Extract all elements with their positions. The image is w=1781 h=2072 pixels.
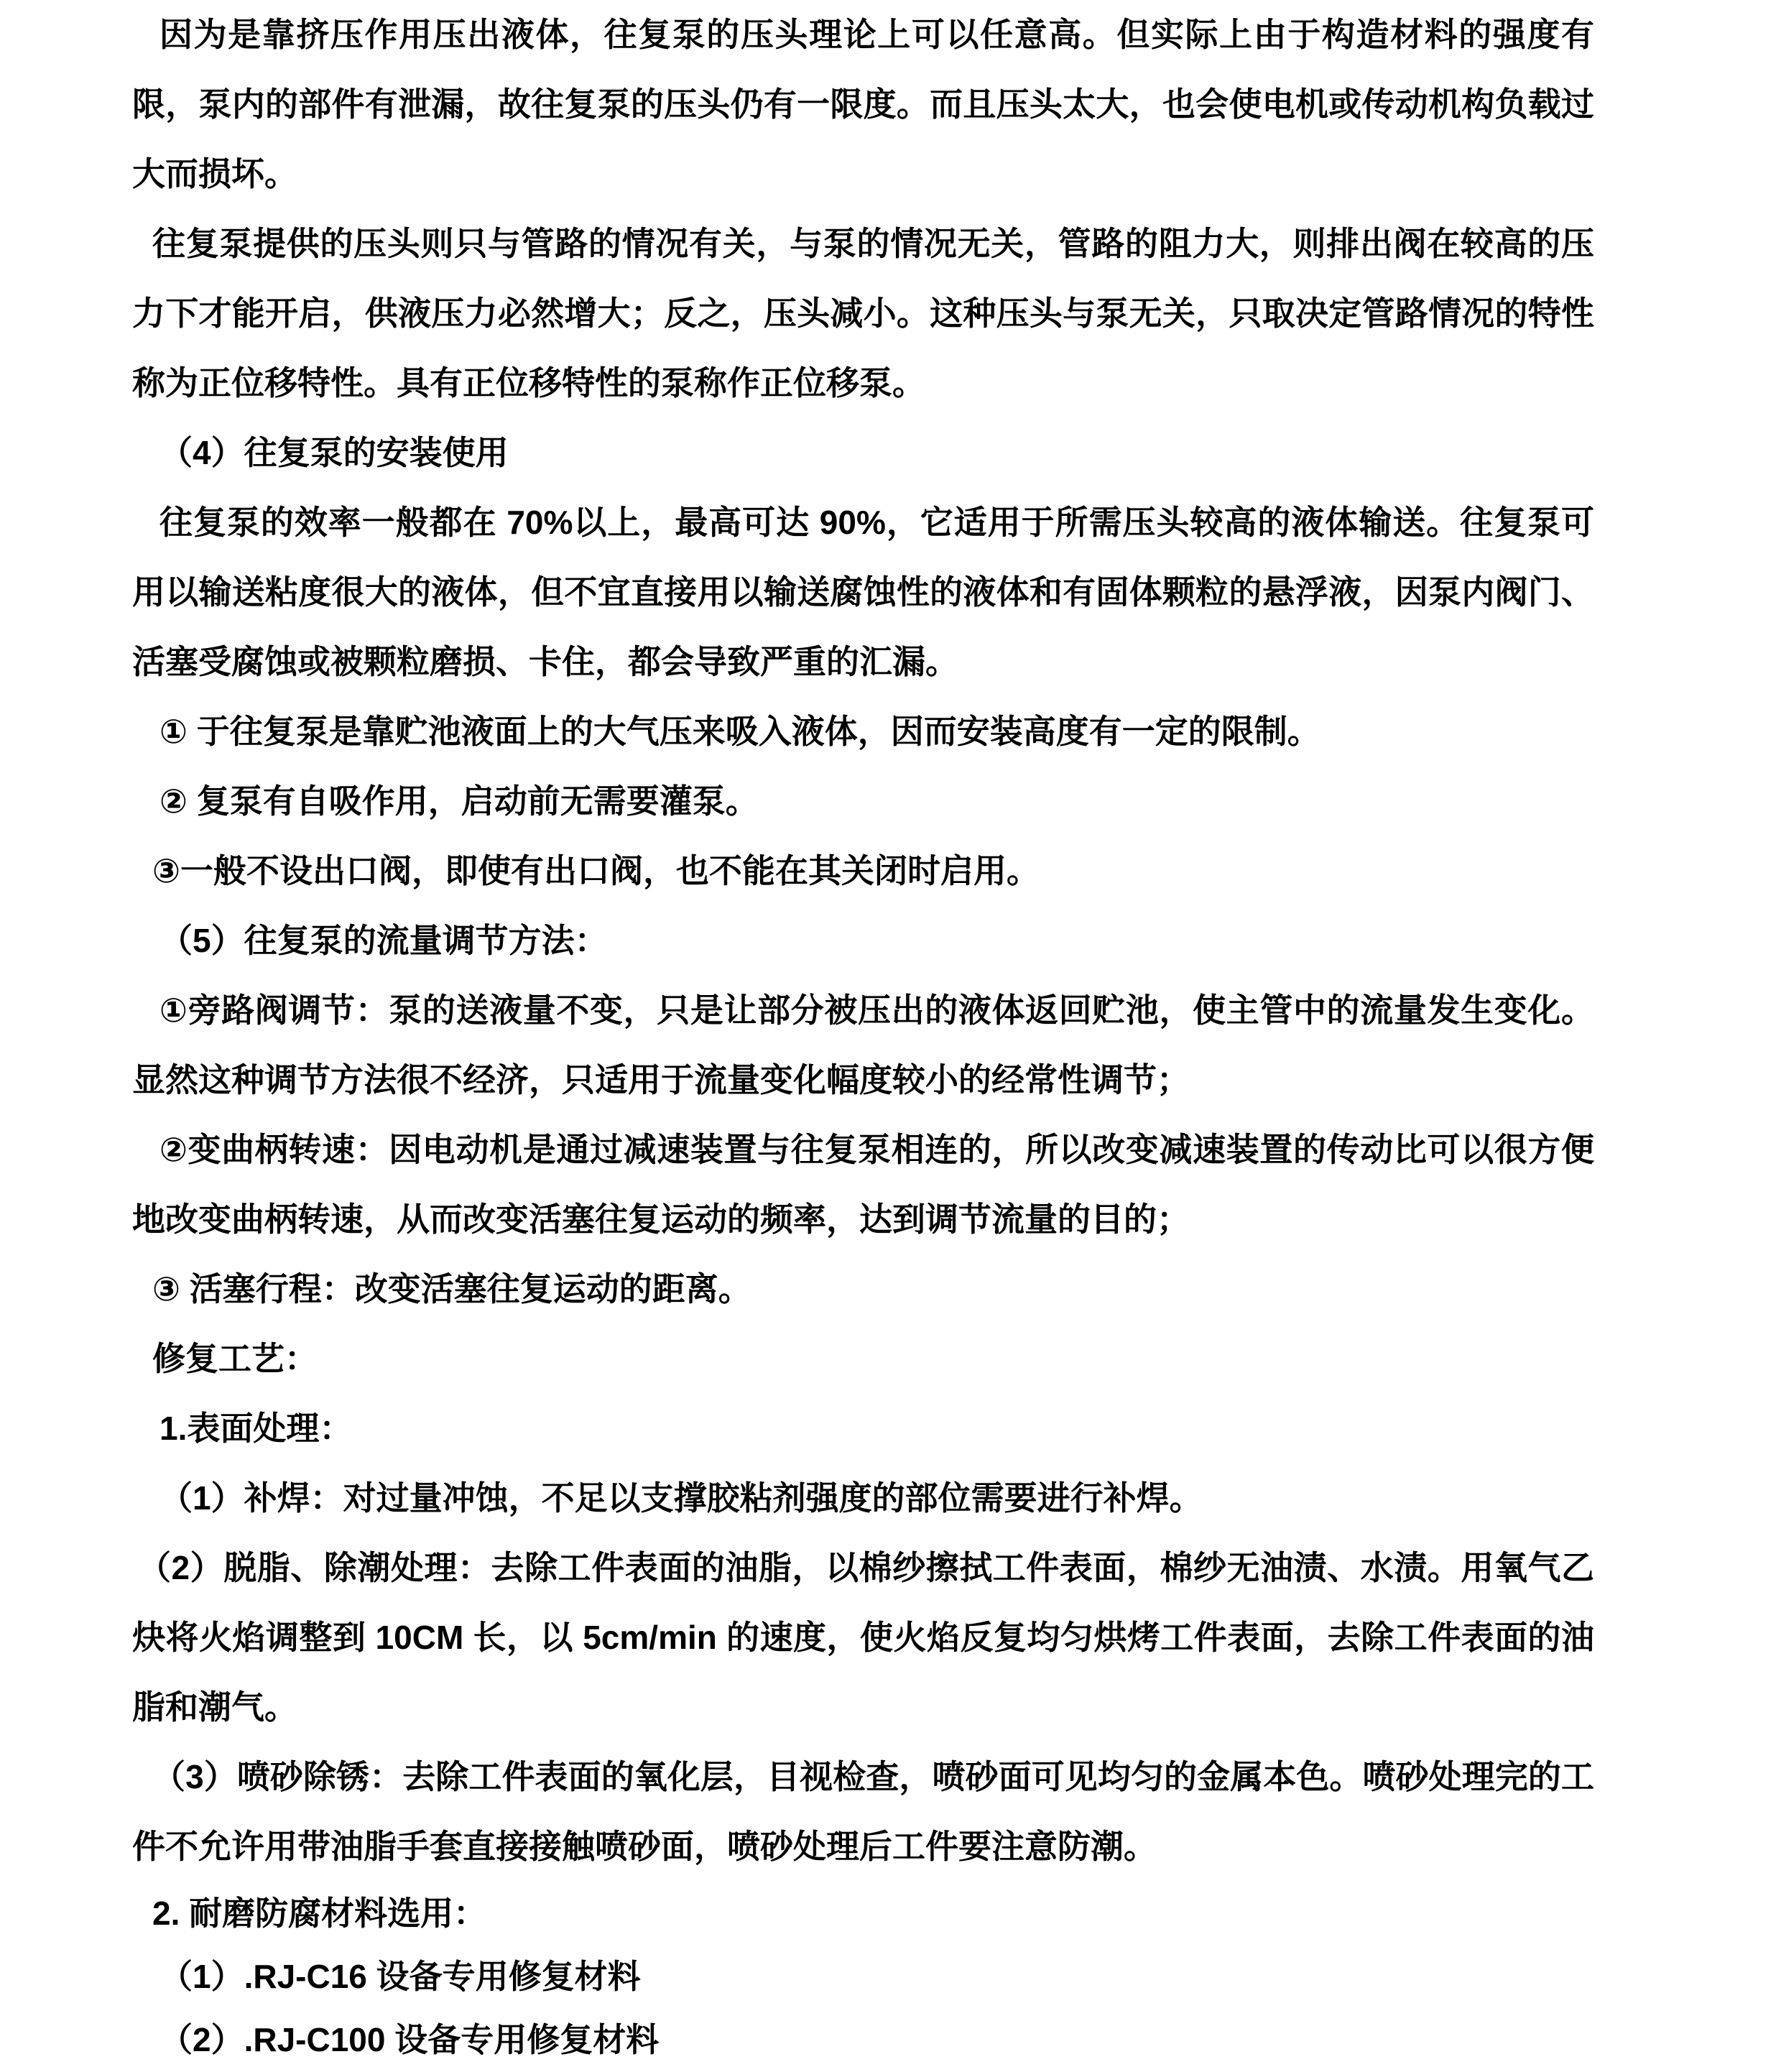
list-item-crank-speed: ②变曲柄转速：因电动机是通过减速装置与往复泵相连的，所以改变减速装置的传动比可以很方便地改变曲柄转速，从而改变活塞往复运动的频率，达到调节流量的目的； xyxy=(132,1131,1594,1238)
heading-surface-treatment: 1.表面处理： xyxy=(159,1410,353,1447)
heading-repair-process: 修复工艺： xyxy=(152,1340,318,1377)
heading-material-selection: 2. 耐磨防腐材料选用： xyxy=(152,1895,487,1932)
list-item-material-rj-c16: （1）.RJ-C16 设备专用修复材料 xyxy=(159,1958,641,1995)
document-body xyxy=(132,0,1594,2071)
list-item-degrease-dehumidify: （2）脱脂、除潮处理：去除工件表面的油脂，以棉纱擦拭工件表面，棉纱无油渍、水渍。用氧气乙炔将火焰调整到 10CM 长，以 5cm/min 的速度，使火焰反复均匀烘烤工件表面，去除工件表面的油脂和潮气。 xyxy=(132,1549,1595,1726)
list-item-piston-stroke: ③ 活塞行程：改变活塞往复运动的距离。 xyxy=(152,1270,751,1308)
heading-install-usage: （4）往复泵的安装使用 xyxy=(159,434,509,471)
paragraph-pump-head-pipeline: 往复泵提供的压头则只与管路的情况有关，与泵的情况无关，管路的阻力大，则排出阀在较高的压力下才能开启，供液压力必然增大；反之，压头减小。这种压头与泵无关，只取决定管路情况的特性称为正位移特性。具有正位移特性的泵称作正位移泵。 xyxy=(132,225,1594,402)
paragraph-pump-efficiency: 往复泵的效率一般都在 70%以上，最高可达 90%，它适用于所需压头较高的液体输送。往复泵可用以输送粘度很大的液体，但不宜直接用以输送腐蚀性的液体和有固体颗粒的悬浮液，因泵内阀门、活塞受腐蚀或被颗粒磨损、卡住，都会导致严重的汇漏。 xyxy=(132,504,1594,680)
paragraph-pump-head-theory: 因为是靠挤压作用压出液体，往复泵的压头理论上可以任意高。但实际上由于构造材料的强度有限，泵内的部件有泄漏，故往复泵的压头仍有一限度。而且压头太大，也会使电机或传动机构负载过大而损坏。 xyxy=(132,16,1594,193)
list-item-sandblast-derust: （3）喷砂除锈：去除工件表面的氧化层，目视检查，喷砂面可见均匀的金属本色。喷砂处理完的工件不允许用带油脂手套直接接触喷砂面，喷砂处理后工件要注意防潮。 xyxy=(132,1758,1594,1865)
list-item-bypass-valve: ①旁路阀调节：泵的送液量不变，只是让部分被压出的液体返回贮池，使主管中的流量发生变化。显然这种调节方法很不经济，只适用于流量变化幅度较小的经常性调节； xyxy=(132,991,1594,1099)
list-item-self-priming: ② 复泵有自吸作用，启动前无需要灌泵。 xyxy=(159,782,759,820)
list-item-outlet-valve: ③一般不设出口阀，即使有出口阀，也不能在其关闭时启用。 xyxy=(152,852,1040,889)
list-item-repair-welding: （1）补焊：对过量冲蚀，不足以支撑胶粘剂强度的部位需要进行补焊。 xyxy=(159,1479,1203,1517)
heading-flow-regulation: （5）往复泵的流量调节方法： xyxy=(159,922,608,959)
list-item-suction-height: ① 于往复泵是靠贮池液面上的大气压来吸入液体，因而安装高度有一定的限制。 xyxy=(159,713,1320,750)
list-item-material-rj-c100: （2）.RJ-C100 设备专用修复材料 xyxy=(159,2021,660,2058)
